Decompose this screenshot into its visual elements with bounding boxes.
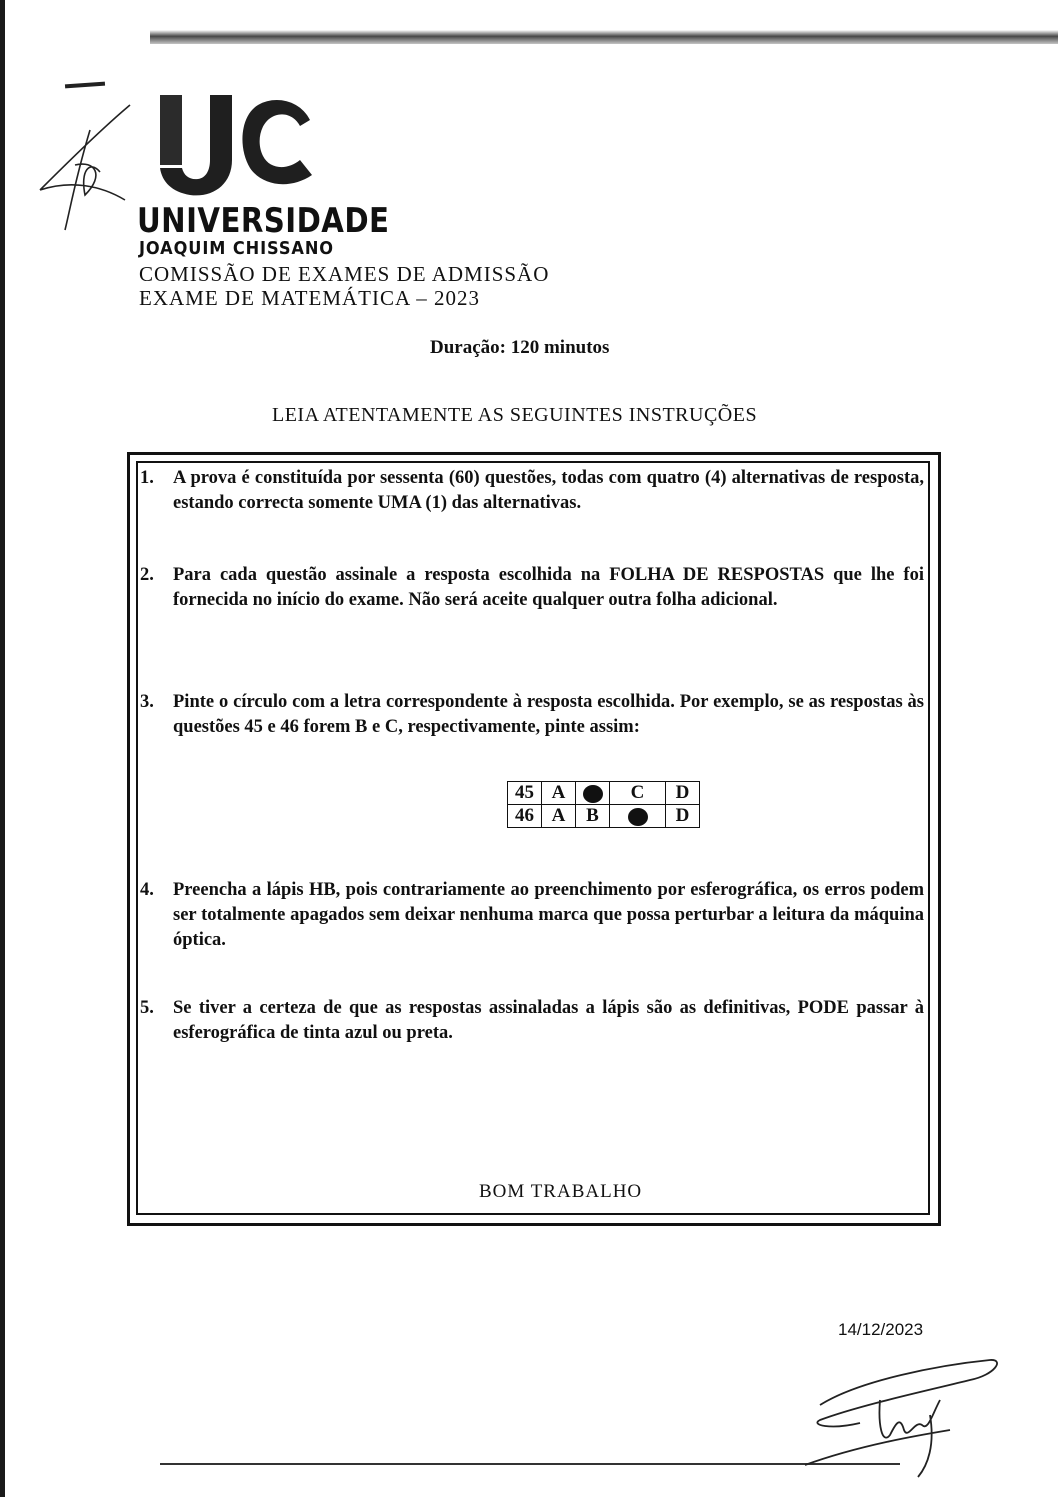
option-d: D [666,805,700,828]
exam-duration: Duração: 120 minutos [430,337,610,358]
option-b: B [576,805,610,828]
option-d: D [666,782,700,805]
example-answer-grid [507,781,700,828]
instruction-number: 2. [140,565,154,585]
exam-date: 14/12/2023 [838,1320,924,1339]
instruction-text: Preencha a lápis HB, pois contrariamente ao preenchimento por esferográfica, os erros podem ser totalmente apagados sem deixar nenhuma marca que possa perturbar a leitura da máquina óptica. [173,880,924,950]
option-b-filled [576,782,610,805]
option-c-filled [610,805,666,828]
question-number: 46 [508,805,542,828]
example-row-46 [508,805,700,828]
instructions-title: LEIA ATENTAMENTE AS SEGUINTES INSTRUÇÕES [272,404,758,426]
option-a: A [542,782,576,805]
instruction-text: A prova é constituída por sessenta (60) questões, todas com quatro (4) alternativas de resposta, estando correcta somente UMA (1) das alternativas. [173,468,924,513]
instruction-item-1 [140,466,924,516]
instruction-text: Pinte o círculo com a letra correspondente à resposta escolhida. Por exemplo, se as respostas às questões 45 e 46 forem B e C, respectivamente, pinte assim: [173,692,924,737]
scan-mark [65,82,105,89]
closing-message: BOM TRABALHO [479,1181,643,1202]
instruction-number: 4. [140,880,154,900]
university-name: UNIVERSIDADE [137,201,390,241]
instruction-number: 5. [140,998,154,1018]
scan-edge-bottom [160,1463,900,1465]
university-subname: JOAQUIM CHISSANO [139,238,334,259]
instruction-item-5 [140,996,924,1046]
university-logo [150,90,320,200]
instruction-item-4 [140,878,924,953]
instruction-item-3 [140,690,924,740]
instruction-text: Para cada questão assinale a resposta escolhida na FOLHA DE RESPOSTAS que lhe foi fornecida no início do exame. Não será aceite qualquer outra folha adicional. [173,565,924,610]
example-row-45 [508,782,700,805]
instruction-number: 3. [140,692,154,712]
instruction-number: 1. [140,468,154,488]
filled-circle-icon [583,785,603,803]
instruction-text: Se tiver a certeza de que as respostas assinaladas a lápis são as definitivas, PODE passar à esferográfica de tinta azul ou preta. [173,998,924,1043]
signature-bottom [800,1345,1010,1480]
scan-edge-top [150,30,1058,44]
exam-title: EXAME DE MATEMÁTICA – 2023 [139,286,480,310]
scan-edge-left [0,0,5,1497]
option-a: A [542,805,576,828]
question-number: 45 [508,782,542,805]
commission-title: COMISSÃO DE EXAMES DE ADMISSÃO [139,262,550,286]
filled-circle-icon [628,808,648,826]
option-c: C [610,782,666,805]
instruction-item-2 [140,563,924,613]
